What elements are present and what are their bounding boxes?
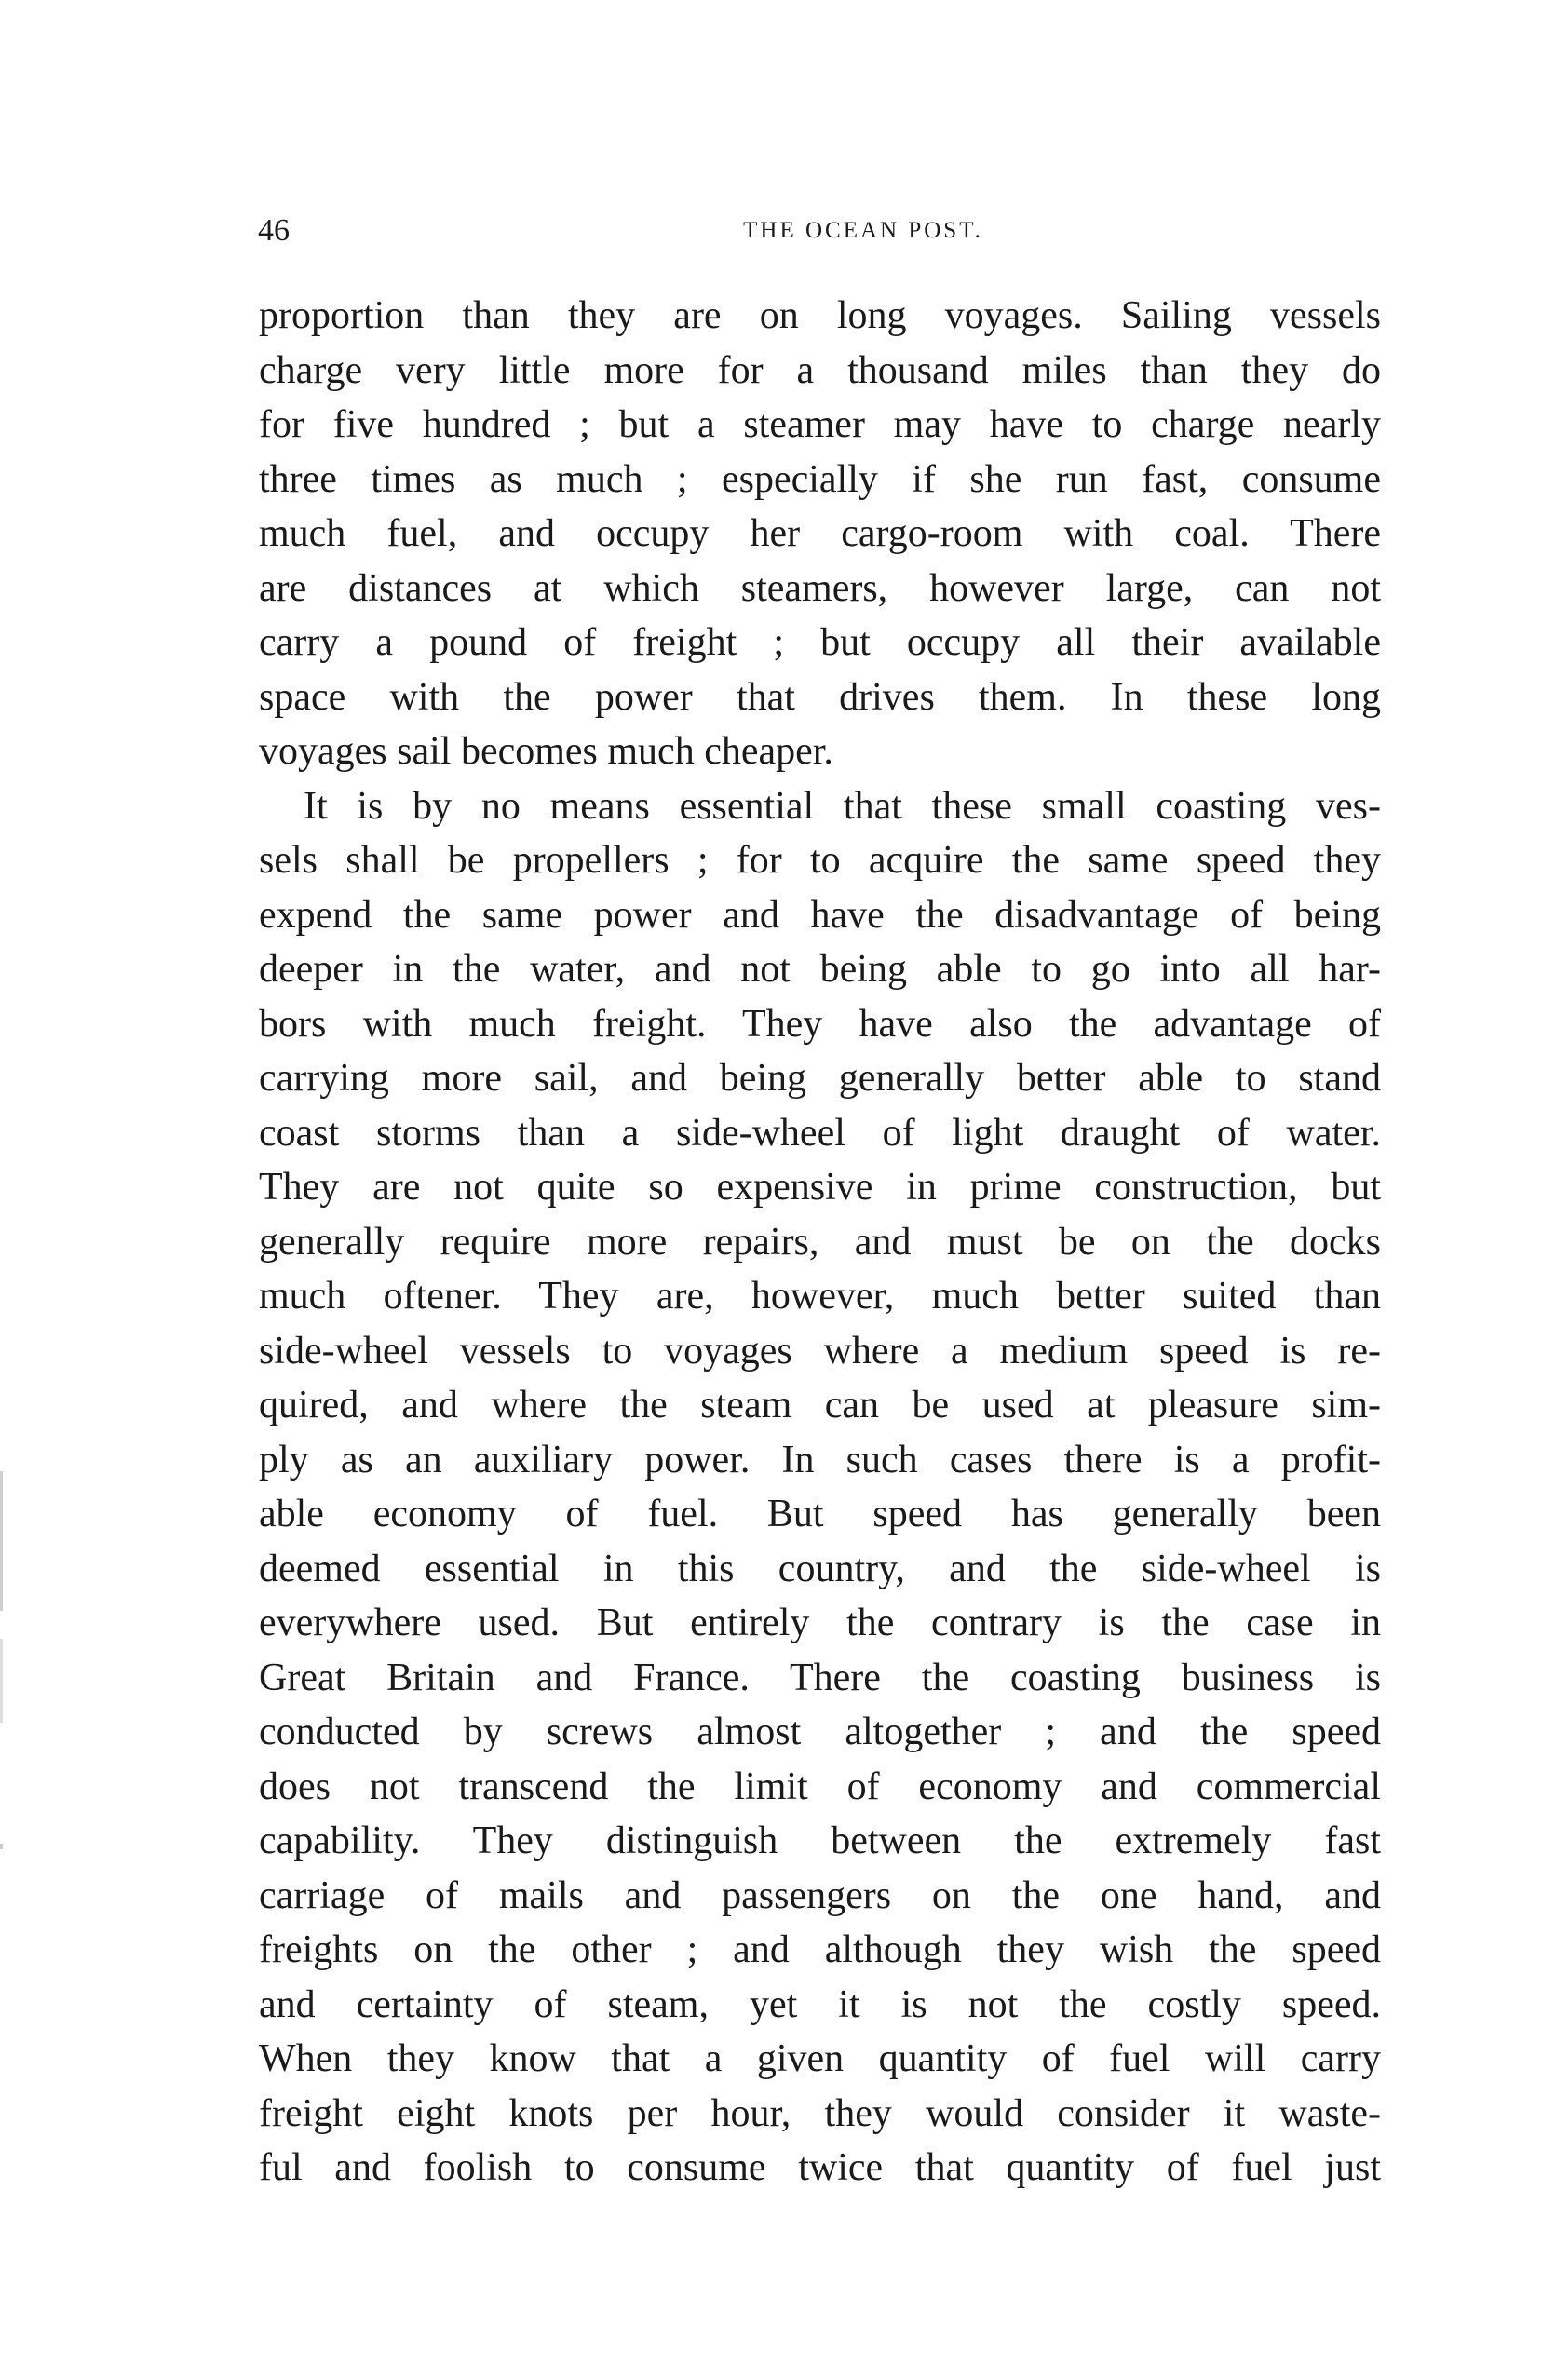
paragraph-first-line: It is by no means essential that these small coasting ves- bbox=[304, 784, 1381, 828]
text-line: deeper in the water, and not being able to go into all har- bbox=[259, 948, 1381, 991]
text-line: ply as an auxiliary power. In such cases there is a profit- bbox=[259, 1438, 1381, 1481]
text-line: freights on the other ; and although they wish the speed bbox=[259, 1928, 1381, 1971]
text-line: charge very little more for a thousand miles than they do bbox=[259, 348, 1381, 392]
running-head: THE OCEAN POST. bbox=[743, 218, 983, 243]
text-line: expend the same power and have the disadvantage of being bbox=[259, 893, 1381, 937]
text-line: coast storms than a side-wheel of light draught of water. bbox=[259, 1111, 1381, 1155]
text-line: able economy of fuel. But speed has generally been bbox=[259, 1493, 1381, 1535]
text-line: ful and foolish to consume twice that quantity of fuel just bbox=[259, 2146, 1381, 2189]
text-line: much fuel, and occupy her cargo-room with coal. There bbox=[259, 512, 1381, 555]
text-line: generally require more repairs, and must be on the docks bbox=[259, 1220, 1381, 1264]
text-line: three times as much ; especially if she run fast, consume bbox=[259, 457, 1381, 501]
text-line: freight eight knots per hour, they would consider it waste- bbox=[259, 2091, 1381, 2135]
text-line: space with the power that drives them. In these long bbox=[259, 675, 1381, 719]
text-line: quired, and where the steam can be used at pleasure sim- bbox=[259, 1384, 1381, 1427]
text-line: carrying more sail, and being generally better able to stand bbox=[259, 1057, 1381, 1100]
text-line: everywhere used. But entirely the contrary is the case in bbox=[259, 1602, 1381, 1644]
text-line: bors with much freight. They have also the advantage of bbox=[259, 1002, 1381, 1046]
text-line: capability. They distinguish between the extremely fast bbox=[259, 1819, 1381, 1862]
text-line: proportion than they are on long voyages. Sailing vessels bbox=[259, 294, 1381, 337]
body-text bbox=[259, 289, 1381, 2196]
text-line: carry a pound of freight ; but occupy all their available bbox=[259, 621, 1381, 664]
page-header bbox=[258, 210, 1381, 251]
paragraph-end-line: voyages sail becomes much cheaper. bbox=[259, 730, 833, 773]
text-line: deemed essential in this country, and the side-wheel is bbox=[259, 1547, 1381, 1590]
text-line: are distances at which steamers, however large, can not bbox=[259, 566, 1381, 610]
text-line: side-wheel vessels to voyages where a medium speed is re- bbox=[259, 1329, 1381, 1373]
page-number: 46 bbox=[258, 213, 290, 248]
text-line: for five hundred ; but a steamer may have to charge nearly bbox=[259, 403, 1381, 446]
text-line: sels shall be propellers ; for to acquire the same speed they bbox=[259, 839, 1381, 882]
text-line: conducted by screws almost altogether ; and the speed bbox=[259, 1711, 1381, 1753]
page-edge-marks bbox=[0, 1471, 6, 1918]
text-line: Great Britain and France. There the coasting business is bbox=[259, 1656, 1381, 1699]
text-line: and certainty of steam, yet it is not the costly speed. bbox=[259, 1982, 1381, 2026]
text-line: When they know that a given quantity of fuel will carry bbox=[259, 2037, 1381, 2080]
text-line: does not transcend the limit of economy and commercial bbox=[259, 1765, 1381, 1808]
text-line: much oftener. They are, however, much better suited than bbox=[259, 1275, 1381, 1318]
text-line: carriage of mails and passengers on the one hand, and bbox=[259, 1873, 1381, 1917]
text-line: They are not quite so expensive in prime construction, but bbox=[259, 1166, 1381, 1209]
